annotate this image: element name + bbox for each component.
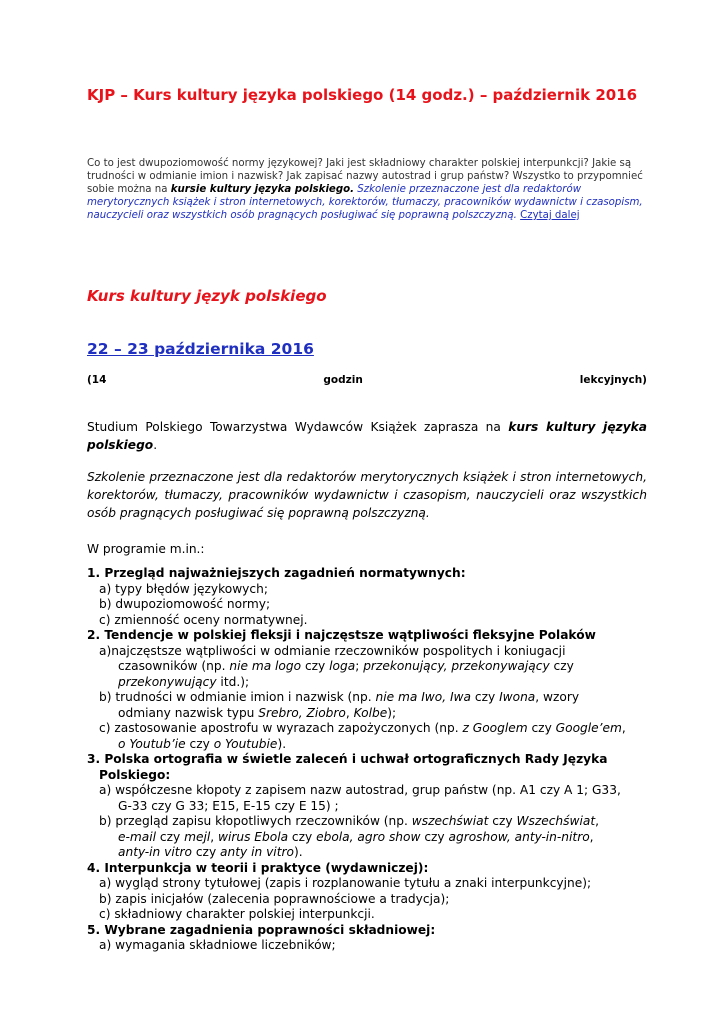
list-item: a)najczęstsze wątpliwości w odmianie rzeczowników pospolitych i koniugacji [99,643,566,658]
section-subtitle: Kurs kultury język polskiego [87,287,327,305]
list-item: b) zapis inicjałów (zalecenia poprawnościowe a tradycja); [99,891,450,906]
program-section-3: 3. Polska ortografia w świetle zaleceń i uchwał ortograficznych Rady Języka [87,752,608,766]
list-item: o Youtub’ie czy o Youtubie). [118,736,287,751]
read-more-link[interactable]: Czytaj dalej [520,210,580,221]
invitation-course: kurs kultury języka polskiego [87,420,647,452]
list-item: a) wymagania składniowe liczebników; [99,938,336,952]
list-item: c) zastosowanie apostrofu w wyrazach zapożyczonych (np. z Googlem czy Google’em, [99,721,626,735]
hours-info [87,374,647,386]
list-item: a) typy błędów językowych; [99,581,268,596]
intro-course-name: kursie kultury języka polskiego. [170,184,355,195]
program-intro: W programie m.in.: [87,542,205,556]
list-item: przekonywujący itd.); [118,674,250,689]
invitation-paragraph [87,418,647,454]
list-item: c) składniowy charakter polskiej interpunkcji. [99,907,375,921]
hours-word: godzin [323,374,363,386]
program-list [87,566,657,954]
list-item: c) zmienność oceny normatywnej. [99,612,308,627]
date-heading-link[interactable]: 22 – 23 października 2016 [87,340,314,358]
list-item: anty-in vitro czy anty in vitro). [118,845,303,859]
invitation-end: . [153,438,158,452]
list-item: e-mail czy mejl, wirus Ebola czy ebola, agro show czy agroshow, anty-in-nitro, [118,829,594,844]
intro-block [87,157,647,222]
list-item: b) przegląd zapisu kłopotliwych rzeczowników (np. wszechświat czy Wszechświat, [99,814,599,828]
list-item: a) wygląd strony tytułowej (zapis i rozplanowanie tytułu a znaki interpunkcyjne); [99,876,592,890]
invitation-text: Studium Polskiego Towarzystwa Wydawców Książek zaprasza na [87,420,509,434]
document-title: KJP – Kurs kultury języka polskiego (14 godz.) – październik 2016 [87,86,638,104]
intro-text: Co to jest dwupoziomowość normy językowej? Jaki jest składniowy charakter polskiej interpunkcji? Jakie są trudności w odmianie imion i nazwisk? Jak zapisać nazwy autostrad i grup państw? Wszystko to przypomnieć sobie można na [87,158,643,195]
list-item: a) współczesne kłopoty z zapisem nazw autostrad, grup państw (np. A1 czy A 1; G33, [99,783,621,797]
program-section-1: 1. Przegląd najważniejszych zagadnień normatywnych: [87,566,466,580]
list-item: odmiany nazwisk typu Srebro, Ziobro, Kolbe); [118,705,397,720]
program-section-5: 5. Wybrane zagadnienia poprawności składniowej: [87,922,436,937]
program-section-3-cont: Polskiego: [99,767,171,782]
list-item: G-33 czy G 33; E15, E-15 czy E 15) ; [118,798,339,813]
intro-description: Szkolenie przeznaczone jest dla redaktorów merytorycznych książek i stron internetowych, korektorów, tłumaczy, pracowników wydawnictw i czasopism, nauczycieli oraz wszystkich osób pragnących posługiwać się poprawną polszczyzną. [87,184,643,221]
list-item: b) trudności w odmianie imion i nazwisk (np. nie ma Iwo, Iwa czy Iwona, wzory [99,690,580,704]
program-section-2: 2. Tendencje w polskiej fleksji i najczęstsze wątpliwości fleksyjne Polaków [87,628,596,642]
audience-paragraph: Szkolenie przeznaczone jest dla redaktorów merytorycznych książek i stron internetowych, korektorów, tłumaczy, pracowników wydawnictw i czasopism, nauczycieli oraz wszystkich osób pragnących posługiwać się poprawną polszczyzną. [87,470,647,520]
program-section-4: 4. Interpunkcja w teorii i praktyce (wydawniczej): [87,860,429,875]
hours-number: (14 [87,374,107,386]
list-item: b) dwupoziomowość normy; [99,597,271,611]
hours-unit: lekcyjnych) [579,374,647,386]
list-item: czasowników (np. nie ma logo czy loga; przekonujący, przekonywający czy [118,659,574,673]
